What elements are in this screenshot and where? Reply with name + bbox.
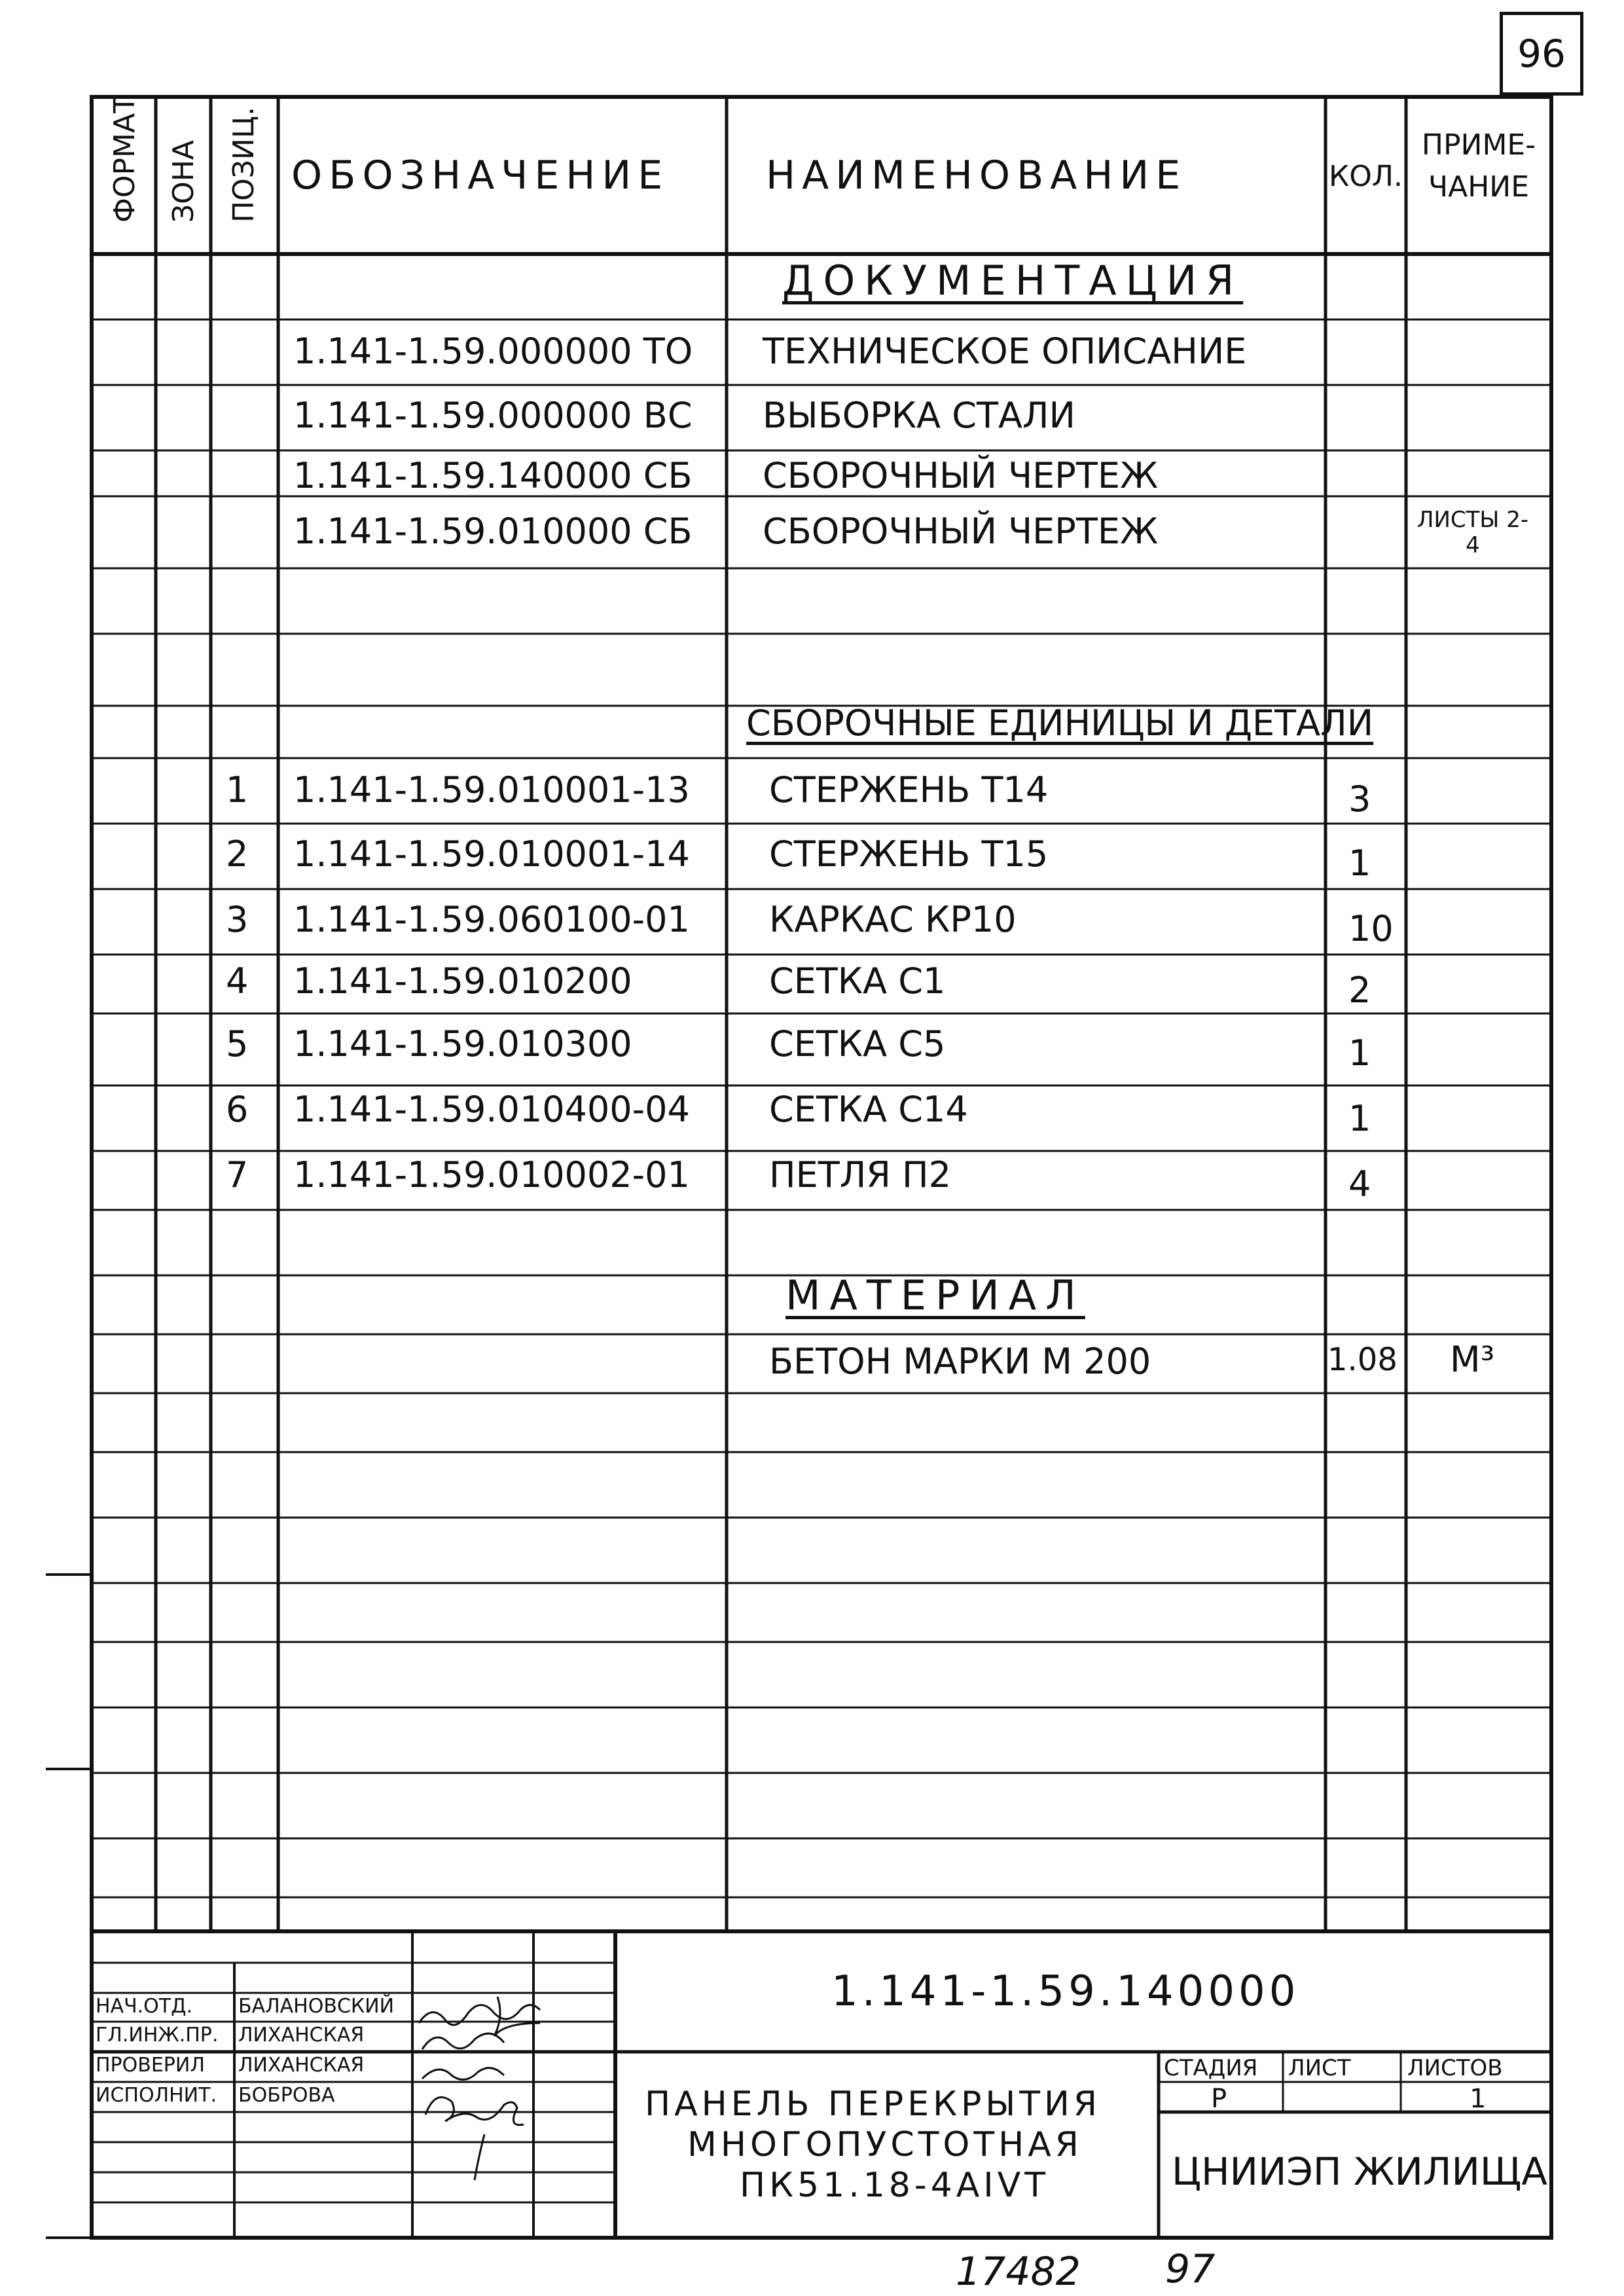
title-line-2: МНОГОПУСТОТНАЯ <box>687 2125 1083 2164</box>
part-designation: 1.141-1.59.010001-14 <box>293 833 690 875</box>
stage-value: Р <box>1211 2084 1227 2114</box>
part-position: 2 <box>226 833 249 875</box>
part-name: СТЕРЖЕНЬ Т14 <box>769 769 1049 811</box>
part-qty: 1 <box>1348 843 1371 884</box>
material-unit: М³ <box>1450 1339 1495 1380</box>
signer-role: ПРОВЕРИЛ <box>96 2054 205 2077</box>
part-designation: 1.141-1.59.010200 <box>293 960 632 1002</box>
sheet-label: ЛИСТ <box>1288 2055 1351 2081</box>
col-qty-header: КОЛ. <box>1329 160 1403 193</box>
part-qty: 4 <box>1348 1163 1371 1205</box>
material-name: БЕТОН МАРКИ М 200 <box>769 1341 1151 1382</box>
col-designation-header: ОБОЗНАЧЕНИЕ <box>291 153 670 198</box>
signer-name: БОБРОВА <box>238 2084 335 2107</box>
section-assemblies: СБОРОЧНЫЕ ЕДИНИЦЫ И ДЕТАЛИ <box>746 702 1374 744</box>
document-designation: 1.141-1.59.000000 ВС <box>293 395 693 436</box>
footer-number-2: 97 <box>1165 2246 1216 2292</box>
signer-role: НАЧ.ОТД. <box>96 1995 193 2018</box>
stage-label: СТАДИЯ <box>1164 2055 1258 2081</box>
signer-name: ЛИХАНСКАЯ <box>238 2024 365 2047</box>
part-name: СТЕРЖЕНЬ Т15 <box>769 833 1049 875</box>
part-name: КАРКАС КР10 <box>769 899 1017 940</box>
document-designation: 1.141-1.59.010000 СБ <box>293 511 693 552</box>
document-name: ТЕХНИЧЕСКОЕ ОПИСАНИЕ <box>763 331 1247 372</box>
part-position: 1 <box>226 769 249 811</box>
col-zone-header: ЗОНА <box>167 139 200 223</box>
signer-role: ГЛ.ИНЖ.ПР. <box>96 2024 219 2047</box>
part-designation: 1.141-1.59.060100-01 <box>293 899 690 940</box>
col-position-header: ПОЗИЦ. <box>227 107 261 223</box>
col-name-header: НАИМЕНОВАНИЕ <box>766 153 1187 198</box>
document-name: СБОРОЧНЫЙ ЧЕРТЕЖ <box>763 511 1159 552</box>
sheets-value: 1 <box>1470 2084 1487 2114</box>
part-name: СЕТКА С14 <box>769 1089 968 1130</box>
part-qty: 1 <box>1348 1098 1371 1139</box>
document-name: СБОРОЧНЫЙ ЧЕРТЕЖ <box>763 455 1159 496</box>
part-qty: 2 <box>1348 970 1371 1011</box>
part-position: 6 <box>226 1089 249 1130</box>
signer-name: ЛИХАНСКАЯ <box>238 2054 365 2077</box>
part-position: 7 <box>226 1154 249 1195</box>
part-name: СЕТКА С5 <box>769 1023 946 1065</box>
title-line-3: ПК51.18-4АIVТ <box>740 2166 1049 2205</box>
part-qty: 3 <box>1348 778 1371 820</box>
part-designation: 1.141-1.59.010001-13 <box>293 769 690 811</box>
part-designation: 1.141-1.59.010300 <box>293 1023 632 1065</box>
col-note-header: ПРИМЕ-ЧАНИЕ <box>1421 128 1536 204</box>
signer-name: БАЛАНОВСКИЙ <box>238 1995 395 2018</box>
document-designation: 1.141-1.59.000000 ТО <box>293 331 693 372</box>
section-material: МАТЕРИАЛ <box>785 1271 1085 1319</box>
footer-number-1: 17482 <box>956 2249 1081 2295</box>
part-designation: 1.141-1.59.010400-04 <box>293 1089 690 1130</box>
part-designation: 1.141-1.59.010002-01 <box>293 1154 690 1195</box>
part-qty: 10 <box>1348 908 1394 949</box>
document-note: ЛИСТЫ 2-4 <box>1416 507 1529 559</box>
part-position: 4 <box>226 960 249 1002</box>
part-qty: 1 <box>1348 1032 1371 1074</box>
document-designation: 1.141-1.59.140000 СБ <box>293 455 693 496</box>
signatures <box>419 1997 540 2180</box>
title-doc-code: 1.141-1.59.140000 <box>831 1967 1300 2016</box>
sheets-label: ЛИСТОВ <box>1407 2055 1503 2081</box>
document-name: ВЫБОРКА СТАЛИ <box>763 395 1075 436</box>
part-position: 3 <box>226 899 249 940</box>
sheet-number: 96 <box>1500 12 1583 96</box>
part-name: ПЕТЛЯ П2 <box>769 1154 951 1195</box>
col-format-header: ФОРМАТ <box>108 96 141 223</box>
signer-role: ИСПОЛНИТ. <box>96 2084 217 2107</box>
organization: ЦНИИЭП ЖИЛИЩА <box>1172 2149 1547 2194</box>
part-position: 5 <box>226 1023 249 1065</box>
material-qty: 1.08 <box>1327 1341 1398 1378</box>
part-name: СЕТКА С1 <box>769 960 946 1002</box>
section-documentation: ДОКУМЕНТАЦИЯ <box>782 257 1244 304</box>
title-line-1: ПАНЕЛЬ ПЕРЕКРЫТИЯ <box>645 2085 1102 2124</box>
